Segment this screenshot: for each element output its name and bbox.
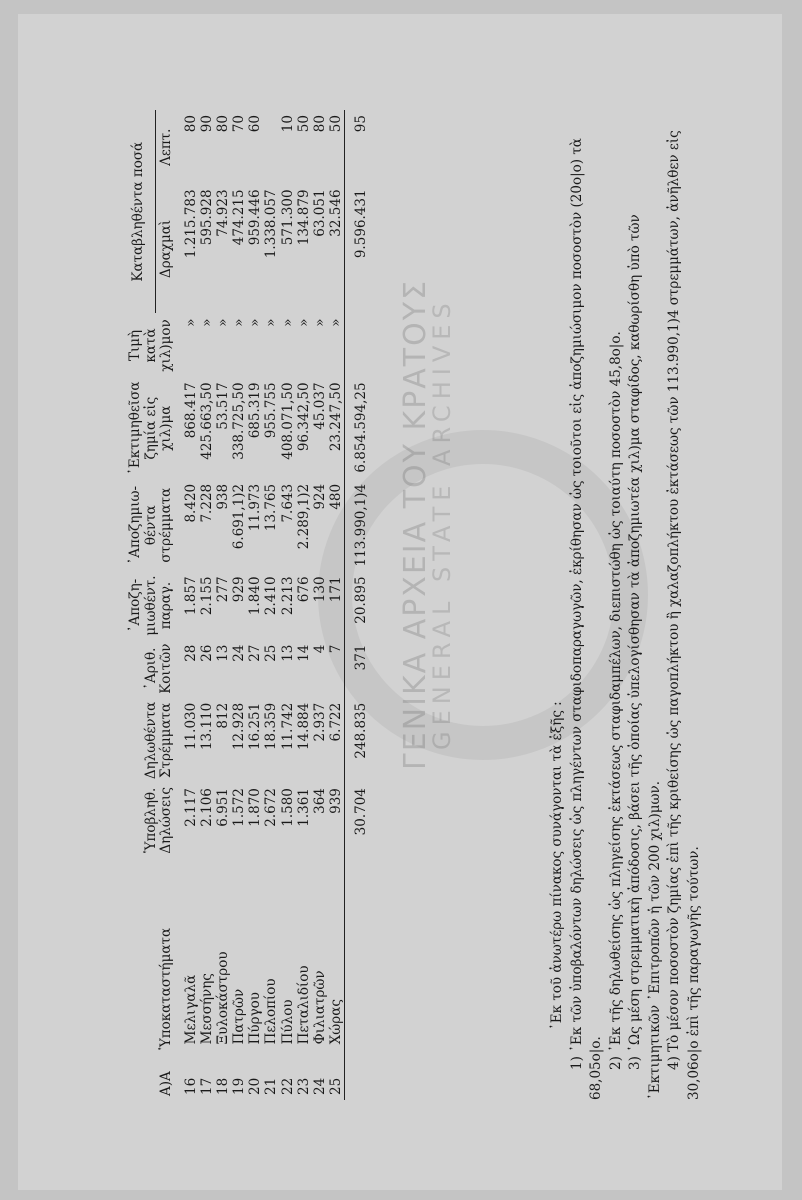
row-compensated: 1.840	[247, 576, 264, 616]
row-lepta: 50	[295, 115, 312, 133]
row-stremmata: 16.251	[247, 702, 264, 751]
note-4: 4) Τὸ μέσον ποσοστὸν ζημίας ἐπὶ τῆς κριθείσης ὡς παγοπλήκτου ἢ χαλαζοπλήκτου ἐκτάσεως τῶν 113.990,1)4 στρεμμάτων, ἀνῆλθεν εἰς 30,06ο|ο ἐπὶ τῆς παραγωγῆς τούτων.	[666, 130, 702, 1100]
row-lepta: 10	[279, 115, 296, 133]
row-subagency: Πύργου	[247, 992, 264, 1045]
header-compensated-producers: ᾽Αποζη- μιωθέντ. παραγ.	[127, 575, 175, 636]
table-row	[296, 110, 312, 1100]
row-declarations: 1.572	[231, 788, 248, 827]
table-row	[247, 110, 263, 1100]
total-damage: 6.854.594,25	[345, 377, 370, 478]
row-plots: 13	[279, 644, 296, 662]
row-damage: 45.037	[312, 382, 329, 430]
damage-compensation-table	[128, 110, 370, 1100]
row-compensated-stremmata: 6.691,1)2	[231, 483, 248, 550]
row-declarations: 2.672	[263, 788, 280, 827]
row-price: »	[247, 318, 264, 327]
row-compensated: 1.857	[182, 576, 199, 616]
total-compensated: 20.895	[345, 571, 370, 639]
header-section: A)Α	[158, 1071, 175, 1096]
row-number: 25	[328, 1077, 345, 1095]
header-lepta: Λεπτ.	[155, 110, 182, 184]
notes-section	[548, 120, 705, 1100]
row-compensated: 277	[214, 576, 231, 603]
row-damage: 53.517	[214, 382, 231, 430]
row-plots: 24	[231, 644, 248, 662]
row-stremmata: 13.110	[198, 702, 215, 751]
row-stremmata: 2.937	[312, 702, 329, 742]
row-damage: 338.725,50	[231, 382, 248, 460]
row-subagency: Πεταλιδίου	[295, 965, 312, 1045]
row-stremmata: 6.722	[328, 702, 345, 742]
total-compensated-stremmata: 113.990,1)4	[345, 479, 370, 572]
header-section-subagency	[128, 858, 183, 1100]
row-declarations: 1.361	[295, 788, 312, 827]
row-number: 22	[279, 1077, 296, 1095]
row-declarations: 1.870	[247, 788, 264, 827]
row-plots: 27	[247, 644, 264, 662]
table-row	[199, 110, 215, 1100]
row-damage: 408.071,50	[279, 382, 296, 460]
total-plots: 371	[345, 640, 370, 698]
row-price: »	[263, 318, 280, 327]
row-drachmas: 959.446	[247, 189, 264, 246]
table-row	[280, 110, 296, 1100]
row-price: »	[214, 318, 231, 327]
row-plots: 25	[263, 644, 280, 662]
row-plots: 26	[198, 644, 215, 662]
row-price: »	[279, 318, 296, 327]
row-damage: 425.663,50	[198, 382, 215, 460]
row-stremmata: 812	[214, 702, 231, 729]
row-drachmas: 571.300	[279, 189, 296, 246]
row-subagency: Μελιγαλᾶ	[182, 974, 199, 1045]
row-lepta: 80	[182, 115, 199, 133]
row-lepta: 50	[328, 115, 345, 133]
total-lepta: 95	[345, 110, 370, 184]
row-drachmas: 595.928	[198, 189, 215, 246]
row-lepta: 90	[198, 115, 215, 133]
header-drachmas: Δραχμαὶ	[155, 184, 182, 313]
row-compensated-stremmata: 2.289,1)2	[295, 483, 312, 550]
row-compensated: 676	[295, 576, 312, 603]
row-number: 17	[198, 1077, 215, 1095]
row-compensated: 2.213	[279, 576, 296, 616]
row-declarations: 364	[312, 788, 329, 814]
header-declarations: Ὑποβληθ. Δηλώσεις	[142, 787, 175, 854]
row-subagency: Φιλιατρῶν	[312, 970, 329, 1045]
row-subagency: Πατρῶν	[231, 988, 248, 1045]
note-2: 2) ᾽Εκ τῆς δηλωθείσης ὡς πληγείσης ἐκτάσεως σταφιδαμπέλων, διεπιστώθη ὡς τοιαύτη ποσοστὸν 45,8ο|ο.	[607, 331, 624, 1070]
header-plots: ᾽Αριθ. Κοιτῶν	[142, 643, 175, 694]
row-number: 20	[247, 1077, 264, 1095]
table-row	[231, 110, 247, 1100]
row-lepta: 80	[214, 115, 231, 133]
row-lepta: 70	[231, 115, 248, 133]
notes-intro: ᾽Εκ τοῦ ἀνωτέρω πίνακος συνάγονται τὰ ἑξῆς :	[549, 701, 565, 1030]
row-subagency: Πελοπίου	[263, 978, 280, 1045]
row-number: 24	[312, 1077, 329, 1095]
table-row	[263, 110, 279, 1100]
row-damage: 955.755	[263, 382, 280, 439]
row-damage: 96.342,50	[295, 382, 312, 452]
row-declarations: 2.106	[198, 788, 215, 827]
row-declarations: 2.117	[182, 788, 199, 827]
header-estimated-damage: ᾽Εκτιμηθεῖσα ζημία εἰς χιλ)μα	[127, 381, 175, 475]
row-stremmata: 14.884	[295, 702, 312, 751]
row-damage: 23.247,50	[328, 382, 345, 452]
scanned-page	[18, 14, 782, 1190]
row-number: 21	[263, 1077, 280, 1095]
row-drachmas: 474.215	[231, 189, 248, 246]
row-plots: 28	[182, 644, 199, 662]
row-drachmas: 1.215.783	[182, 189, 199, 259]
row-stremmata: 12.928	[231, 702, 248, 751]
row-compensated-stremmata: 924	[312, 483, 329, 510]
row-number: 16	[182, 1077, 199, 1095]
row-price: »	[328, 318, 345, 327]
row-plots: 13	[214, 644, 231, 662]
row-lepta: 60	[247, 115, 264, 133]
rotated-content	[18, 30, 782, 1190]
row-compensated: 171	[328, 576, 345, 603]
total-stremmata: 248.835	[345, 698, 370, 783]
table-row	[328, 110, 345, 1100]
row-compensated-stremmata: 938	[214, 483, 231, 510]
row-compensated: 929	[231, 576, 248, 603]
row-damage: 685.319	[247, 382, 264, 439]
row-compensated: 2.155	[198, 576, 215, 616]
header-compensated-stremmata: ᾽Αποζημιω- θέντα στρέμματα	[127, 485, 175, 565]
note-1: 1) ᾽Εκ τῶν ὑποβαλόντων δηλώσεις ὡς πληγέντων σταφιδοπαραγωγῶν, ἐκρίθησαν ὡς τοιοῦτοι εἰς ἀποζημιώσιμον ποσοστὸν (20ο|ο) τὰ 68,05ο|ο.	[568, 138, 605, 1100]
header-subagency: Ὑποκαταστήματα	[158, 927, 175, 1050]
table-row	[312, 110, 328, 1100]
row-drachmas: 74.923	[214, 189, 231, 237]
row-price: »	[312, 318, 329, 327]
header-paid-amounts: Καταβληθέντα ποσά	[130, 141, 147, 282]
row-subagency: Χώρας	[328, 999, 345, 1045]
table-body	[183, 110, 345, 1100]
row-compensated-stremmata: 7.228	[198, 483, 215, 523]
row-plots: 4	[312, 644, 329, 654]
table-row	[183, 110, 199, 1100]
total-drachmas: 9.596.431	[345, 184, 370, 313]
row-compensated: 130	[312, 576, 329, 603]
row-lepta: 80	[312, 115, 329, 133]
row-compensated-stremmata: 8.420	[182, 483, 199, 523]
row-stremmata: 11.742	[279, 702, 296, 751]
watermark-text-english: GENERAL STATE ARCHIVES	[428, 297, 456, 750]
row-compensated-stremmata: 11.973	[247, 483, 264, 532]
row-number: 23	[295, 1077, 312, 1095]
watermark-text-greek: ΓΕΝΙΚΑ ΑΡΧΕΙΑ ΤΟΥ ΚΡΑΤΟΥΣ	[398, 278, 433, 770]
header-stremmata-declared: Δηλωθέντα Στρέμματα	[142, 701, 175, 780]
row-compensated: 2.410	[263, 576, 280, 616]
row-plots: 7	[328, 644, 345, 654]
row-declarations: 1.580	[279, 788, 296, 827]
row-price: »	[295, 318, 312, 327]
row-number: 19	[231, 1077, 248, 1095]
row-price: »	[198, 318, 215, 327]
total-declarations: 30.704	[345, 783, 370, 857]
totals-row	[345, 110, 370, 1100]
row-declarations: 6.951	[214, 788, 231, 827]
table-row	[215, 110, 231, 1100]
row-compensated-stremmata: 480	[328, 483, 345, 510]
row-declarations: 939	[328, 788, 345, 814]
row-drachmas: 63.051	[312, 189, 329, 237]
header-price: Τιμὴ κατὰ χιλ)μον	[127, 319, 175, 372]
row-drachmas: 32.546	[328, 189, 345, 237]
row-compensated-stremmata: 13.765	[263, 483, 280, 532]
row-lepta	[263, 110, 279, 184]
row-plots: 14	[295, 644, 312, 662]
row-drachmas: 134.879	[295, 189, 312, 246]
row-number: 18	[214, 1077, 231, 1095]
row-price: »	[231, 318, 248, 327]
row-subagency: Πύλου	[279, 999, 296, 1045]
row-drachmas: 1.338.057	[263, 189, 280, 259]
row-damage: 868.417	[182, 382, 199, 439]
row-stremmata: 18.359	[263, 702, 280, 751]
row-price: »	[182, 318, 199, 327]
note-3: 3) ῾Ως μέση στρεμματικὴ ἀπόδοσις, βάσει τῆς ὁποίας ὑπελογίσθησαν τὰ ἀποζημιωτέα χιλ)μα σταφίδος, καθωρίσθη ὑπὸ τῶν ᾽Εκτιμητικῶν ᾽Επιτροπῶν ἡ τῶν 200 χιλ)μων.	[627, 214, 663, 1100]
row-stremmata: 11.030	[182, 702, 199, 751]
row-compensated-stremmata: 7.643	[279, 483, 296, 523]
row-subagency: Ξυλοκάστρου	[214, 951, 231, 1045]
row-subagency: Μεσσήνης	[198, 973, 215, 1045]
